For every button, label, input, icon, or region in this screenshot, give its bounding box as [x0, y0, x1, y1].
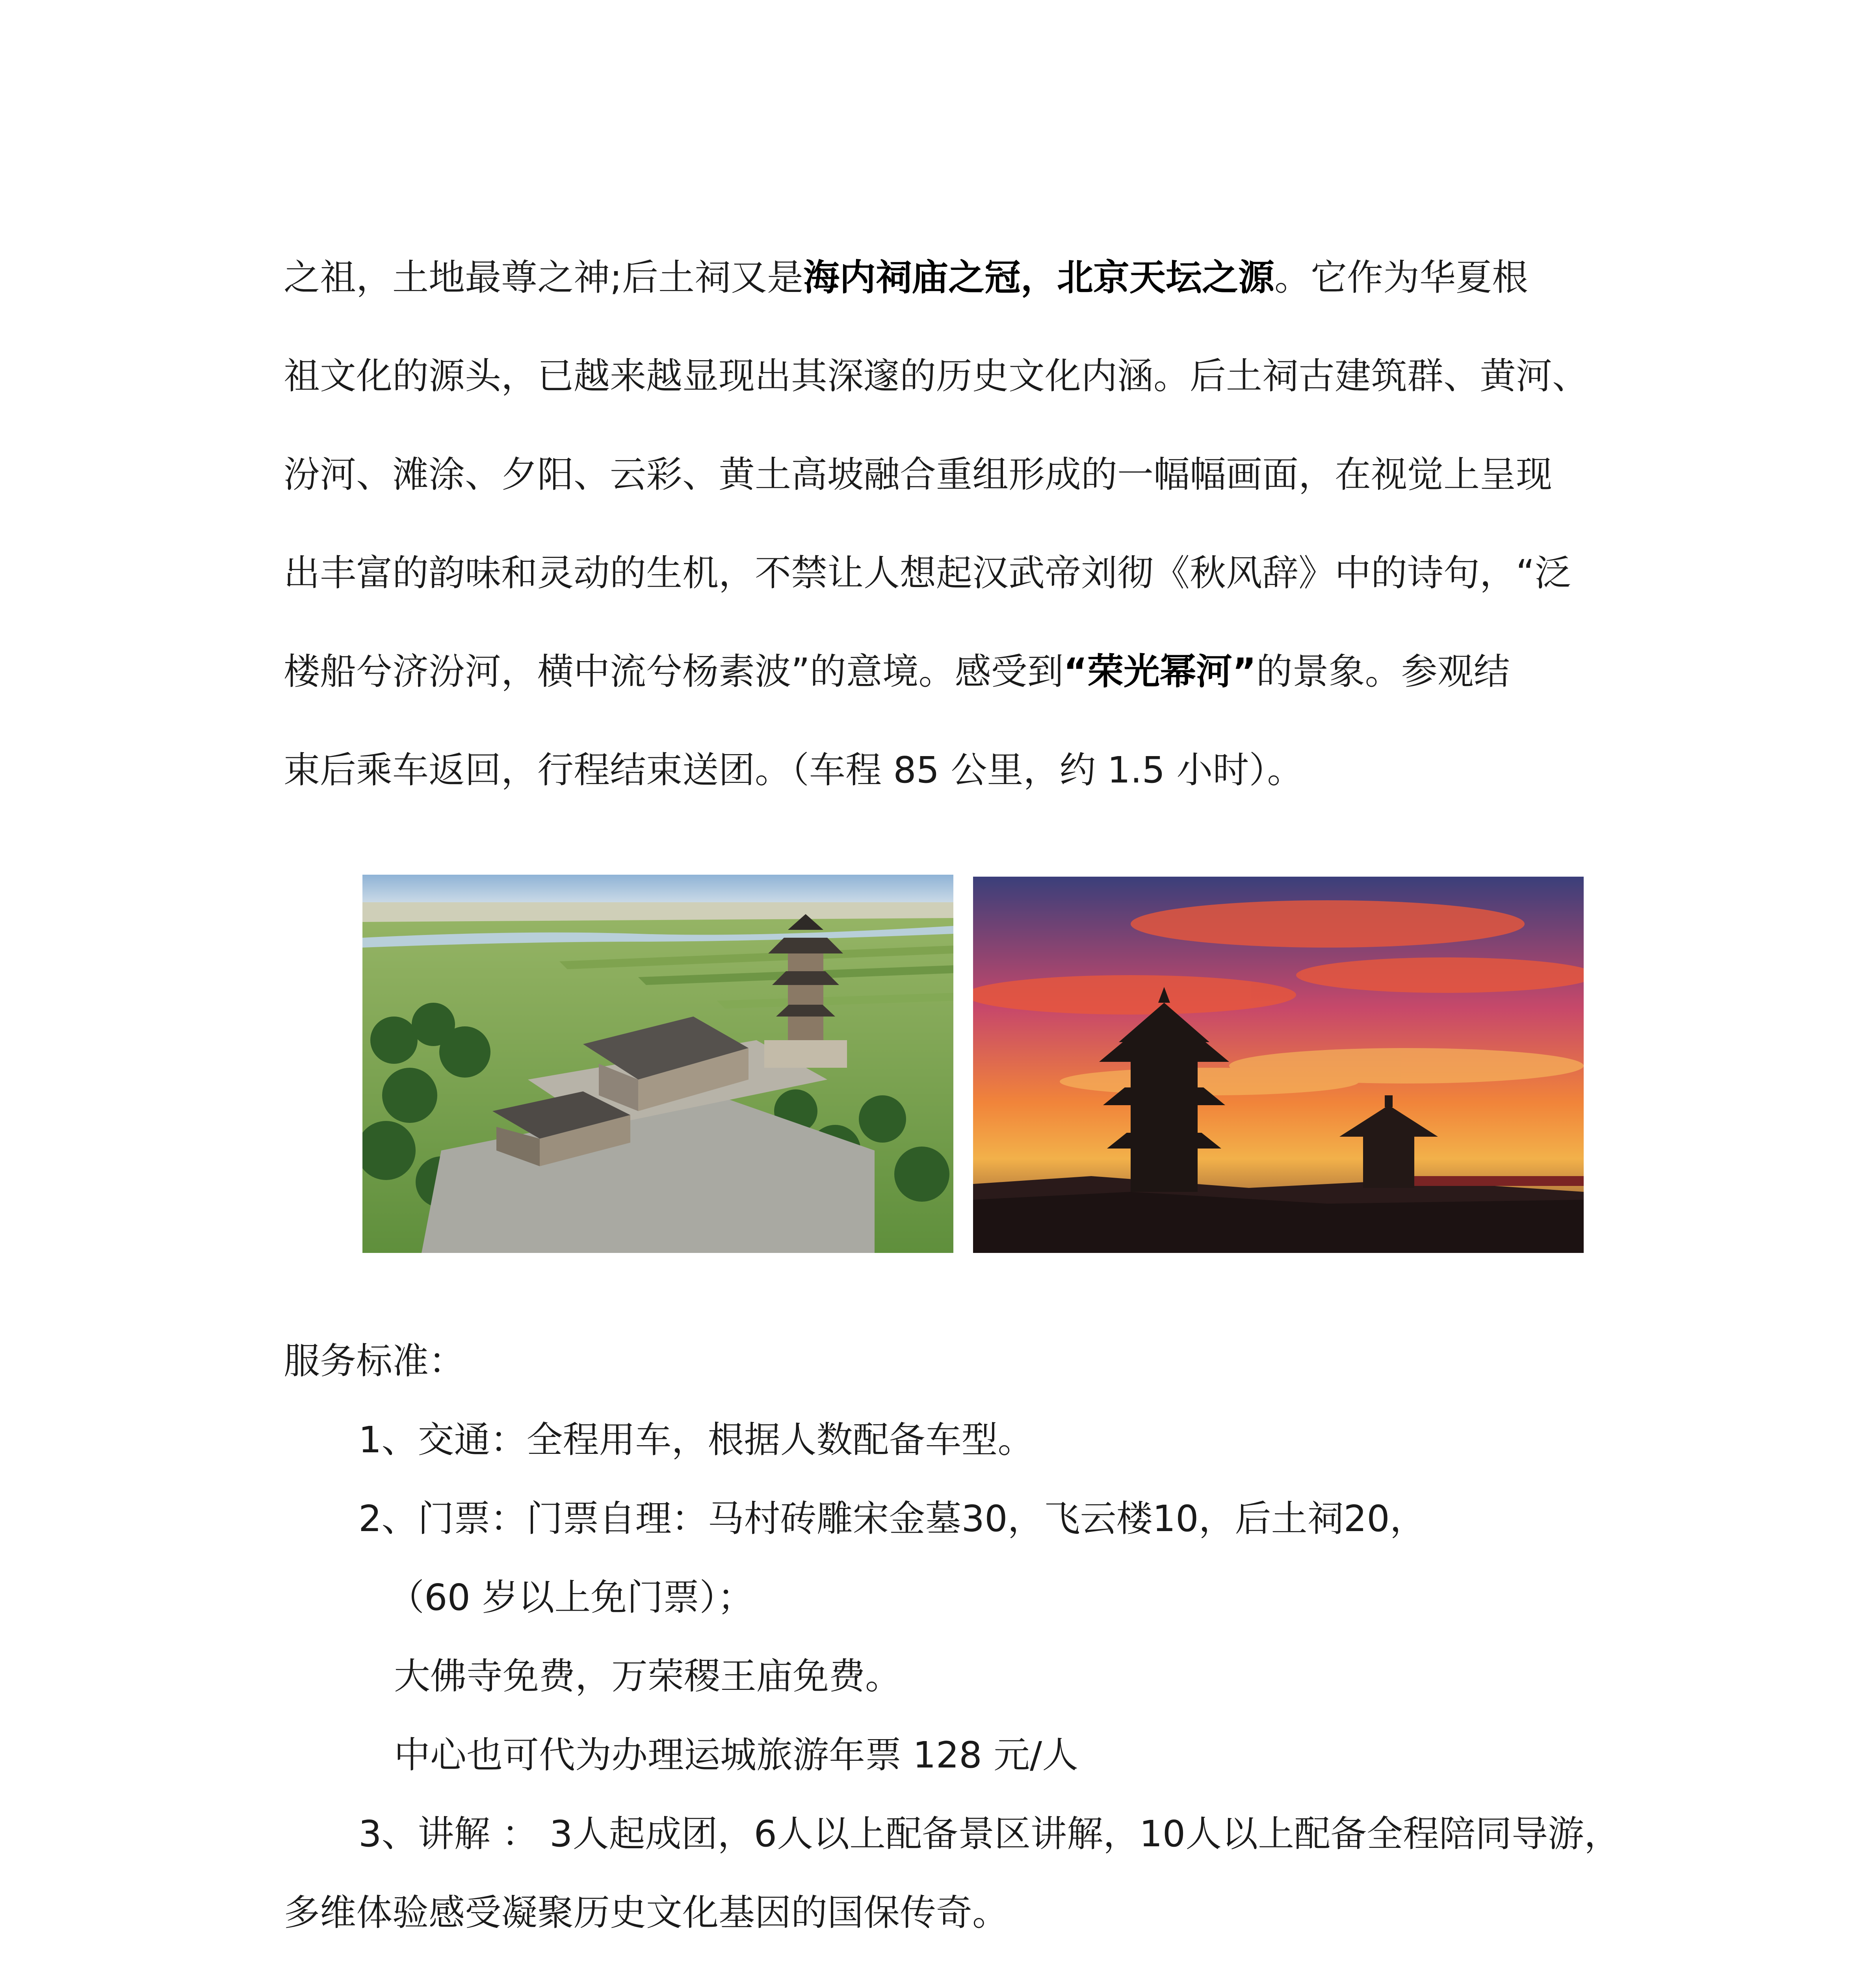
text-run: 出丰富的韵味和灵动的生机，不禁让人想起汉武帝刘彻《秋风辞》中的诗句，“泛 — [284, 552, 1571, 594]
bold-text-run: 海内祠庙之冠，北京天坛之源 — [803, 256, 1275, 299]
text-run: 的景象。参观结 — [1256, 650, 1510, 693]
aerial-temple-photo — [362, 875, 953, 1253]
itinerary-paragraph — [284, 229, 1592, 820]
text-run: 束后乘车返回，行程结束送团。（车程 85 公里，约 1.5 小时）。 — [284, 749, 1304, 791]
paragraph-line — [284, 721, 1592, 820]
service-item-guide: 3、讲解 ： 3人起成团，6人以上配备景区讲解，10人以上配备全程陪同导游， — [358, 1813, 1621, 1855]
sunset-pagoda-photo — [973, 877, 1584, 1253]
paragraph-line — [284, 327, 1592, 426]
text-run: 之祖，土地最尊之神;后土祠又是 — [284, 256, 803, 299]
service-standard-title: 服务标准： — [284, 1340, 465, 1382]
service-item-guide-continued: 多维体验感受凝聚历史文化基因的国保传奇。 — [284, 1892, 1009, 1934]
service-item-tickets-note: （60 岁以上免门票）； — [388, 1576, 754, 1619]
text-run: 。它作为华夏根 — [1274, 256, 1529, 299]
text-run: 祖文化的源头，已越来越显现出其深邃的历史文化内涵。后土祠古建筑群、黄河、 — [284, 355, 1589, 397]
service-item-transport: 1、交通：全程用车，根据人数配备车型。 — [358, 1419, 1034, 1461]
paragraph-line — [284, 229, 1592, 327]
service-item-tickets: 2、门票：门票自理：马村砖雕宋金墓30，飞云楼10，后土祠20， — [358, 1498, 1426, 1540]
paragraph-line — [284, 426, 1592, 524]
bold-text-run: “荣光幂河” — [1063, 650, 1256, 693]
service-item-tickets-annual-pass: 中心也可代为办理运城旅游年票 128 元/人 — [394, 1734, 1079, 1776]
text-run: 汾河、滩涂、夕阳、云彩、黄土高坡融合重组形成的一幅幅画面，在视觉上呈现 — [284, 453, 1553, 496]
text-run: 楼船兮济汾河，横中流兮杨素波”的意境。感受到 — [284, 650, 1064, 693]
paragraph-line — [284, 524, 1592, 623]
paragraph-line — [284, 623, 1592, 721]
service-item-tickets-free: 大佛寺免费，万荣稷王庙免费。 — [394, 1655, 902, 1697]
